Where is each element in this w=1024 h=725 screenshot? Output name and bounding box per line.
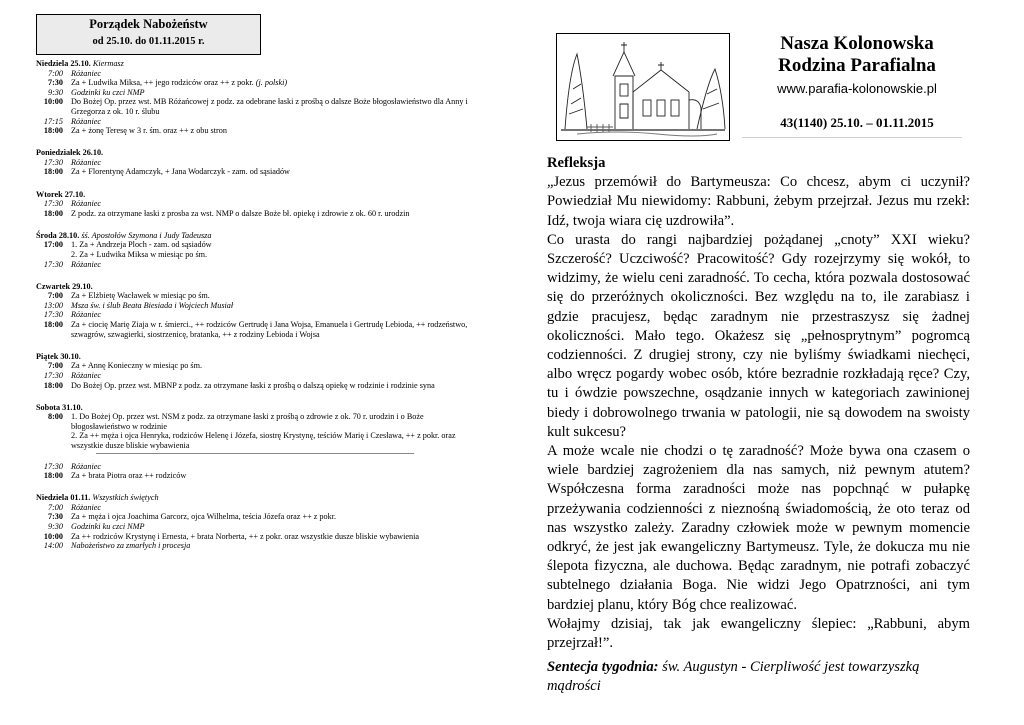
- church-illustration: [556, 33, 730, 141]
- intention-text: Z podz. za otrzymane łaski z prosba za wst. NMP o dalsze Boże bł. opiekę i zdrowie z ok. 60 r. urodzin: [71, 208, 410, 218]
- reflection-section: [547, 154, 970, 653]
- mass-intention: [71, 158, 476, 168]
- schedule-row: [36, 310, 476, 320]
- mass-intention: [71, 260, 476, 270]
- intention-text: 1. Za + Andrzeja Ploch - zam. od sąsiadów: [71, 240, 212, 250]
- schedule-row: [36, 97, 476, 116]
- schedule-day: [36, 282, 476, 340]
- schedule-day: [36, 148, 476, 177]
- mass-intention: [71, 503, 476, 513]
- schedule-day: [36, 231, 476, 269]
- day-date: Wtorek 27.10.: [36, 189, 86, 199]
- schedule-day: [36, 59, 476, 136]
- day-note: Kiermasz: [92, 59, 124, 68]
- intention-text: Za + ciocię Marię Ziaja w r. śmierci., ++ rodziców Gertrudę i Jana Wojsa, Emanuela i Gertrudę Lebioda, ++ rodzeństwo, szwagrów, szwagierki, siostrzenicę, bratanka, ++ z rodziny Lebioda i Wojsa: [71, 320, 468, 339]
- intention-text: Różaniec: [71, 310, 102, 320]
- schedule-row: [36, 522, 476, 532]
- intention-text: Godzinki ku czci NMP: [71, 87, 145, 97]
- mass-intention: [71, 431, 476, 450]
- day-heading: [36, 59, 476, 69]
- schedule-row: [36, 250, 476, 260]
- mass-time: 13:00: [43, 300, 63, 310]
- intention-text: Za + żonę Teresę w 3 r. śm. oraz ++ z obu stron: [71, 126, 227, 136]
- intention-text: 2. Za ++ męża i ojca Henryka, rodziców Helenę i Józefa, siostrę Krystynę, teściów Marię i Czesława, ++ z pokr. oraz wszystkie dusze bliskie wybawienia: [71, 431, 456, 450]
- reflection-heading: Refleksja: [547, 155, 606, 171]
- schedule-row: [36, 320, 476, 339]
- schedule-row: [36, 412, 476, 431]
- mass-time: 7:00: [47, 68, 63, 78]
- mass-time: 17:30: [43, 157, 63, 167]
- issue-number: 43(1140) 25.10. – 01.11.2015: [780, 115, 934, 130]
- schedule-row: [36, 503, 476, 513]
- day-note: śś. Apostołów Szymona i Judy Tadeusza: [81, 230, 212, 240]
- mass-intention: [71, 167, 476, 177]
- mass-intention: [71, 117, 476, 127]
- schedule-row: [36, 381, 476, 391]
- mass-time: 17:30: [43, 199, 63, 209]
- schedule-row: [36, 301, 476, 311]
- intention-text: Do Bożej Op. przez wst. MBNP z podz. za otrzymane łaski z prośbą o dalszą opiekę w rodzinie i rodzinie syna: [71, 380, 435, 390]
- day-date: Środa 28.10.: [36, 230, 80, 240]
- mass-time: 9:30: [47, 87, 63, 97]
- sentence-text: św. Augustyn - Cierpliwość jest towarzyszką mądrości: [547, 659, 920, 695]
- sentence-of-week: [547, 658, 970, 696]
- mass-time: 18:00: [43, 320, 63, 330]
- intention-text: Godzinki ku czci NMP: [71, 522, 145, 532]
- schedule-day: [36, 403, 476, 481]
- mass-time: 14:00: [43, 541, 63, 551]
- day-date: Czwartek 29.10.: [36, 281, 93, 291]
- schedule-row: [36, 532, 476, 542]
- schedule-row: [36, 117, 476, 127]
- schedule-day: [36, 352, 476, 390]
- mass-intention: [71, 250, 476, 260]
- newsletter-title-line2: Rodzina Parafialna: [778, 55, 936, 76]
- mass-intention: [71, 412, 476, 431]
- schedule-row: [36, 240, 476, 250]
- mass-time: 10:00: [43, 531, 63, 541]
- intention-text: Różaniec: [71, 199, 102, 209]
- day-date: Niedziela 01.11.: [36, 493, 91, 503]
- mass-intention: [71, 361, 476, 371]
- reflection-paragraph: Co urasta do rangi najbardziej pożądanej „cnoty” XXI wieku? Szczerość? Uczciwość? Pracowitość? Gdy rozejrzymy się wokół, to widzimy, że wielu ceni zaradność. To cecha, która pozwala dostosować się do przeróżnych okoliczności. Bez względu na to, ile zarabiasz i gdzie pracujesz, będąc zaradnym nie przestraszysz się żadnej okoliczności. Mało tego. Okażesz się „pełnosprytnym” pogromcą codzienności. Z drugiej strony, czy nie byliśmy świadkami niechęci, albo wręcz pogardy wobec osób, które bezradnie rozkładają ręce? Czy, tu i ówdzie powszechne, osądzanie innych w kategoriach zawinionej biedy i dobrowolnego trwania w patologii, nie są dowodem na swoisty kult sukcesu?: [547, 231, 970, 440]
- mass-time: 17:30: [43, 259, 63, 269]
- reflection-paragraph: Wołajmy dzisiaj, tak jak ewangeliczny ślepiec: „Rabbuni, abym przejrzał!”.: [547, 615, 970, 652]
- day-date: Piątek 30.10.: [36, 351, 81, 361]
- mass-time: 17:30: [43, 370, 63, 380]
- reflection-paragraph: „Jezus przemówił do Bartymeusza: Co chcesz, abym ci uczynił? Powiedział Mu niewidomy: Rabbuni, żebym przejrzał. Jezus mu rzekł: Idź, twoja wiara cię uzdrowiła”.: [547, 174, 970, 229]
- mass-time: 18:00: [43, 471, 63, 481]
- mass-time: 17:00: [43, 240, 63, 250]
- day-heading: [36, 231, 476, 241]
- schedule-row: [36, 88, 476, 98]
- mass-time: [36, 431, 71, 450]
- mass-intention: [71, 291, 476, 301]
- mass-time: 7:00: [47, 502, 63, 512]
- schedule-row: [36, 167, 476, 177]
- schedule-row: [36, 471, 476, 481]
- newsletter-title-line1: Nasza Kolonowska: [780, 33, 934, 54]
- intention-text: Msza św. i ślub Beata Biesiada i Wojciech Musiał: [71, 300, 234, 310]
- schedule-row: [36, 462, 476, 472]
- mass-intention: [71, 199, 476, 209]
- schedule-row: [36, 541, 476, 551]
- church-drawing-icon: [557, 34, 729, 140]
- intention-text: Różaniec: [71, 370, 102, 380]
- day-heading: [36, 493, 476, 503]
- mass-time: 9:30: [47, 522, 63, 532]
- mass-intention: [71, 240, 476, 250]
- day-heading: [36, 190, 476, 200]
- day-date: Sobota 31.10.: [36, 402, 83, 412]
- mass-time: [36, 250, 71, 260]
- intention-text: Za + męża i ojca Joachima Garcorz, ojca Wilhelma, teścia Józefa oraz ++ z pokr.: [71, 512, 337, 522]
- masthead-divider: [742, 137, 962, 138]
- intention-text: Za ++ rodziców Krystynę i Ernesta, + brata Norberta, ++ z pokr. oraz wszystkie dusze bliskie wybawienia: [71, 531, 419, 541]
- mass-time: 7:30: [47, 78, 63, 88]
- mass-intention: [71, 301, 476, 311]
- day-heading: [36, 352, 476, 362]
- day-heading: [36, 403, 476, 413]
- mass-intention: [71, 532, 476, 542]
- intention-text: Za + Ludwika Miksa, ++ jego rodziców oraz ++ z pokr.: [71, 78, 254, 88]
- mass-intention: [71, 371, 476, 381]
- schedule-dates: od 25.10. do 01.11.2015 r.: [92, 36, 205, 47]
- intention-text: Do Bożej Op. przez wst. MB Różańcowej z podz. za odebrane łaski z prośbą o dalsze Boże błogosławieństwo dla Anny i Grzegorza z ok. 10 r. ślubu: [71, 97, 468, 116]
- schedule-row: [36, 291, 476, 301]
- mass-intention: [71, 126, 476, 136]
- schedule-list: [36, 59, 476, 551]
- mass-intention: [71, 88, 476, 98]
- intention-language: (j. polski): [255, 78, 288, 88]
- schedule-row: [36, 126, 476, 136]
- parish-website: www.parafia-kolonowskie.pl: [777, 81, 937, 96]
- mass-intention: [71, 522, 476, 532]
- schedule-row: [36, 158, 476, 168]
- mass-intention: [71, 69, 476, 79]
- intention-text: Różaniec: [71, 259, 102, 269]
- mass-time: 17:30: [43, 461, 63, 471]
- day-note: Wszystkich świętych: [92, 493, 159, 503]
- mass-time: 17:30: [43, 310, 63, 320]
- sentence-label: Sentecja tygodnia:: [547, 659, 659, 675]
- day-date: Niedziela 25.10.: [36, 59, 91, 68]
- mass-intention: [71, 97, 476, 116]
- schedule-header-box: [36, 14, 261, 55]
- intention-text: Różaniec: [71, 116, 102, 126]
- mass-time: 7:00: [47, 291, 63, 301]
- mass-time: 8:00: [47, 412, 63, 422]
- mass-intention: [71, 310, 476, 320]
- schedule-day: [36, 190, 476, 219]
- schedule-row: [36, 209, 476, 219]
- row-separator: [96, 453, 414, 454]
- mass-intention: [71, 320, 476, 339]
- schedule-row: [36, 361, 476, 371]
- mass-time: 18:00: [43, 208, 63, 218]
- intention-text: Różaniec: [71, 502, 102, 512]
- intention-text: Za + Florentynę Adamczyk, + Jana Wodarczyk - zam. od sąsiadów: [71, 167, 290, 177]
- day-heading: [36, 148, 476, 158]
- mass-intention: [71, 462, 476, 472]
- mass-intention: [71, 78, 476, 88]
- mass-intention: [71, 512, 476, 522]
- mass-time: 18:00: [43, 126, 63, 136]
- mass-time: 18:00: [43, 380, 63, 390]
- intention-text: Różaniec: [71, 157, 102, 167]
- intention-text: 1. Do Bożej Op. przez wst. NSM z podz. za otrzymane łaski z prośbą o zdrowie z ok. 70 r. urodzin i o Boże błogosławieństwo w rodzinie: [71, 412, 424, 431]
- schedule-row: [36, 260, 476, 270]
- mass-time: 18:00: [43, 167, 63, 177]
- intention-text: Różaniec: [71, 461, 102, 471]
- mass-intention: [71, 471, 476, 481]
- schedule-column: [36, 14, 478, 719]
- schedule-title: Porządek Nabożeństw: [89, 17, 208, 31]
- reflection-paragraph: A może wcale nie chodzi o tę zaradność? Może bywa ona czasem o wiele bardziej zagrożeniem dla nas samych, niż pewnym atutem? Współczesna forma zaradności może nas popchnąć w pułapkę przeżywania codzienności z nieznośną świadomością, że oto teraz od nas wszystko zależy. Zaradny człowiek może w pewnym momencie odkryć, że jest jak ewangeliczny Bartymeusz. Tyle, że dokucza mu nie ślepota fizyczna, ale duchowa. Będąc zaradnym, nie potrafi zobaczyć subtelnego działania Boga. Nie widzi Jego Opatrzności, ani tym bardziej planu, który Bóg chce realizować.: [547, 443, 970, 613]
- intention-text: Za + Elżbietę Wacławek w miesiąc po śm.: [71, 291, 210, 301]
- mass-time: 7:00: [47, 361, 63, 371]
- intention-text: Za + brata Piotra oraz ++ rodziców: [71, 471, 187, 481]
- mass-time: 7:30: [47, 512, 63, 522]
- schedule-row: [36, 431, 476, 450]
- intention-text: Za + Annę Konieczny w miesiąc po śm.: [71, 361, 203, 371]
- mass-intention: [71, 381, 476, 391]
- schedule-row: [36, 199, 476, 209]
- intention-text: Nabożeństwo za zmarłych i procesja: [71, 541, 191, 551]
- day-heading: [36, 282, 476, 292]
- newsletter-title: [742, 33, 972, 77]
- schedule-row: [36, 69, 476, 79]
- intention-text: 2. Za + Ludwika Miksa w miesiąc po śm.: [71, 250, 208, 259]
- mass-time: 17:15: [43, 116, 63, 126]
- schedule-row: [36, 512, 476, 522]
- intention-text: Różaniec: [71, 68, 102, 78]
- schedule-day: [36, 493, 476, 551]
- schedule-row: [36, 371, 476, 381]
- mass-intention: [71, 541, 476, 551]
- day-date: Poniedziałek 26.10.: [36, 148, 104, 158]
- schedule-row: [36, 78, 476, 88]
- mass-intention: [71, 209, 476, 219]
- mass-time: 10:00: [43, 97, 63, 107]
